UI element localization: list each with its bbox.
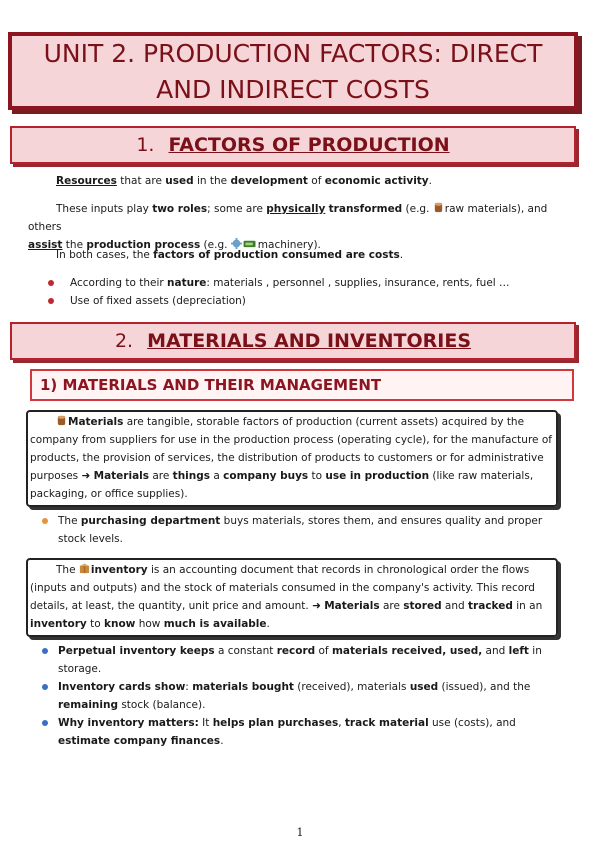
- costs-paragraph: In both cases, the factors of production consumed are costs.: [56, 249, 404, 261]
- bullet-dot-icon: [42, 720, 48, 726]
- section-2-label: MATERIALS AND INVENTORIES: [147, 330, 472, 352]
- cost-types-list: [48, 274, 568, 310]
- bullet-dot-icon: [48, 298, 54, 304]
- section-1-label: FACTORS OF PRODUCTION: [168, 134, 450, 156]
- inventory-facts-list: [44, 642, 560, 750]
- inventory-definition-box: The inventory is an accounting document that records in chronological order the flows (inputs and outputs) and the stock of materials consumed in the company's activity. This record details, at least, the quantity, unit price and amount. ➜ Materials are stored and tracked in an inventory to know how much is available.: [26, 558, 558, 637]
- list-item: Use of fixed assets (depreciation): [48, 292, 568, 310]
- list-item: Perpetual inventory keeps a constant record of materials received, used, and left in storage.: [44, 642, 560, 678]
- section-1-heading: [10, 126, 576, 164]
- subsection-heading: 1) MATERIALS AND THEIR MANAGEMENT: [30, 369, 574, 401]
- document-title: [8, 32, 578, 110]
- page-number: 1: [296, 826, 304, 839]
- two-roles-paragraph: These inputs play two roles; some are physically transformed (e.g. raw materials), and others assist the production process (e.g. machinery).: [28, 203, 548, 251]
- section-2-number: 2.: [114, 330, 134, 352]
- bullet-dot-icon: [42, 518, 48, 524]
- bullet-dot-icon: [42, 684, 48, 690]
- materials-definition-box: Materials are tangible, storable factors of production (current assets) acquired by the company from suppliers for use in the production process (operating cycle), for the manufacture of products, the provision of services, the distribution of products to customers or for administrative purposes ➜ Materials are things a company buys to use in production (like raw materials, packaging, or office supplies).: [26, 410, 558, 507]
- bullet-dot-icon: [42, 648, 48, 654]
- list-item: The purchasing department buys materials, stores them, and ensures quality and proper stock levels.: [44, 512, 560, 548]
- section-2-heading: [10, 322, 576, 360]
- title-line-1: UNIT 2. PRODUCTION FACTORS: DIRECT: [43, 39, 543, 68]
- bullet-dot-icon: [48, 280, 54, 286]
- purchasing-list: [44, 512, 560, 548]
- wood-log-icon: [56, 415, 67, 426]
- resources-paragraph: Resources that are used in the development of economic activity.: [56, 175, 432, 187]
- wood-log-icon: [433, 202, 444, 213]
- list-item: Inventory cards show: materials bought (received), materials used (issued), and the remaining stock (balance).: [44, 678, 560, 714]
- title-line-2: AND INDIRECT COSTS: [156, 75, 430, 104]
- box-icon: [79, 563, 90, 574]
- list-item: According to their nature: materials , personnel , supplies, insurance, rents, fuel …: [48, 274, 568, 292]
- section-1-number: 1.: [136, 134, 155, 156]
- list-item: Why inventory matters: It helps plan purchases, track material use (costs), and estimate company finances.: [44, 714, 560, 750]
